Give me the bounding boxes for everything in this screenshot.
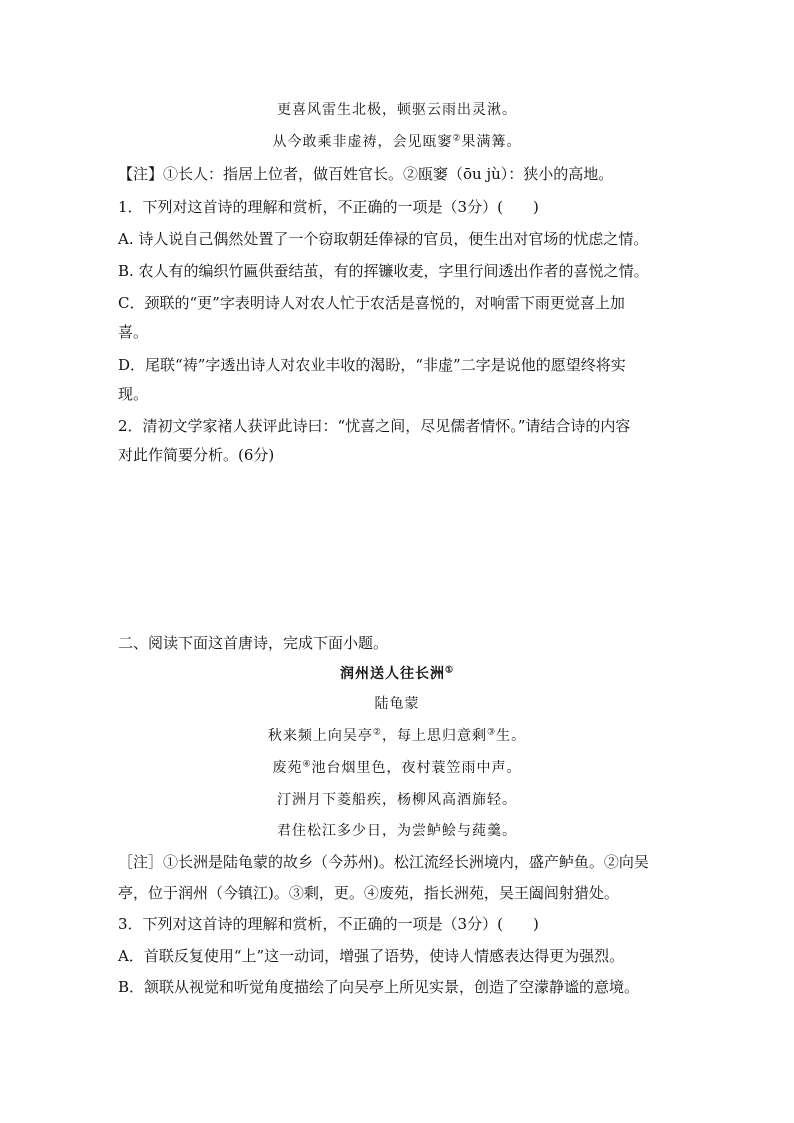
section2-heading: 二、阅读下面这首唐诗，完成下面小题。 [118, 634, 389, 652]
q1-option-d-2: 现。 [118, 385, 149, 403]
poem2-line3: 汀洲月下菱船疾，杨柳风高酒旆轻。 [277, 792, 517, 808]
poem2-line4: 君住松江多少日，为尝鲈鲙与莼羹。 [277, 823, 517, 839]
poem2-line1 [0, 726, 794, 746]
poem1-line1: 更喜风雷生北极，顿驱云雨出灵湫。 [277, 102, 517, 118]
footnote-mark: ① [444, 665, 455, 676]
q1-option-a: A. 诗人说自己偶然处置了一个窃取朝廷俸禄的官员，便生出对官场的忧虑之情。 [118, 230, 649, 248]
footnote-mark: ② [452, 133, 462, 144]
poem2-title [0, 664, 794, 684]
poem2-note-1: ［注］①长洲是陆龟蒙的故乡（今苏州)。松江流经长洲境内，盛产鲈鱼。②向吴 [118, 853, 649, 871]
footnote-mark: ③ [487, 727, 497, 738]
poem2-line1-a: 秋来频上向吴亭 [267, 728, 373, 744]
poem2-line1-c: 生。 [496, 728, 527, 744]
q1-option-c-2: 喜。 [118, 323, 149, 341]
poem2-line2-b: 池台烟里色，夜村蓑笠雨中声。 [311, 760, 522, 776]
q1-stem: 1．下列对这首诗的理解和赏析，不正确的一项是（3分）( ) [118, 198, 539, 216]
poem1-line2 [0, 132, 794, 152]
q3-option-b: B．颔联从视觉和听觉角度描绘了向吴亭上所见实景，创造了空濛静谧的意境。 [118, 978, 640, 996]
q2-line2: 对此作简要分析。(6分) [118, 446, 275, 464]
q1-option-c-1: C．颈联的“更”字表明诗人对农人忙于农活是喜悦的，对响雷下雨更觉喜上加 [118, 294, 625, 312]
poem2-author: 陆龟蒙 [374, 696, 420, 712]
note1: 【注】①长人：指居上位者，做百姓官长。②瓯窭（ōu jù）：狭小的高地。 [118, 165, 614, 183]
footnote-mark: ② [372, 727, 382, 738]
poem2-line2-a: 废苑 [272, 760, 303, 776]
poem1-line2-b: 果满篝。 [461, 134, 522, 150]
q2-line1: 2．清初文学家褚人获评此诗曰：“忧喜之间，尽见儒者情怀。”请结合诗的内容 [118, 417, 631, 435]
poem2-line2 [0, 758, 794, 778]
footnote-mark: ④ [302, 759, 312, 770]
q3-option-a: A．首联反复使用“上”这一动词，增强了语势，使诗人情感表达得更为强烈。 [118, 947, 625, 965]
poem1-line2-a: 从今敢乘非虚祷，会见瓯窭 [272, 134, 453, 150]
poem2-title-text: 润州送人往长洲 [339, 666, 445, 682]
poem2-line1-b: ，每上思归意剩 [382, 728, 487, 744]
q3-stem: 3．下列对这首诗的理解和赏析，不正确的一项是（3分）( ) [118, 915, 539, 933]
q1-option-b: B. 农人有的编织竹匾供蚕结茧，有的挥镰收麦，字里行间透出作者的喜悦之情。 [118, 262, 649, 280]
q1-option-d-1: D．尾联“祷”字透出诗人对农业丰收的渴盼，“非虚”二字是说他的愿望终将实 [118, 356, 626, 374]
poem2-note-2: 亭，位于润州（今镇江)。③剩，更。④废苑，指长洲苑，吴王阖闾射猎处。 [118, 884, 619, 902]
